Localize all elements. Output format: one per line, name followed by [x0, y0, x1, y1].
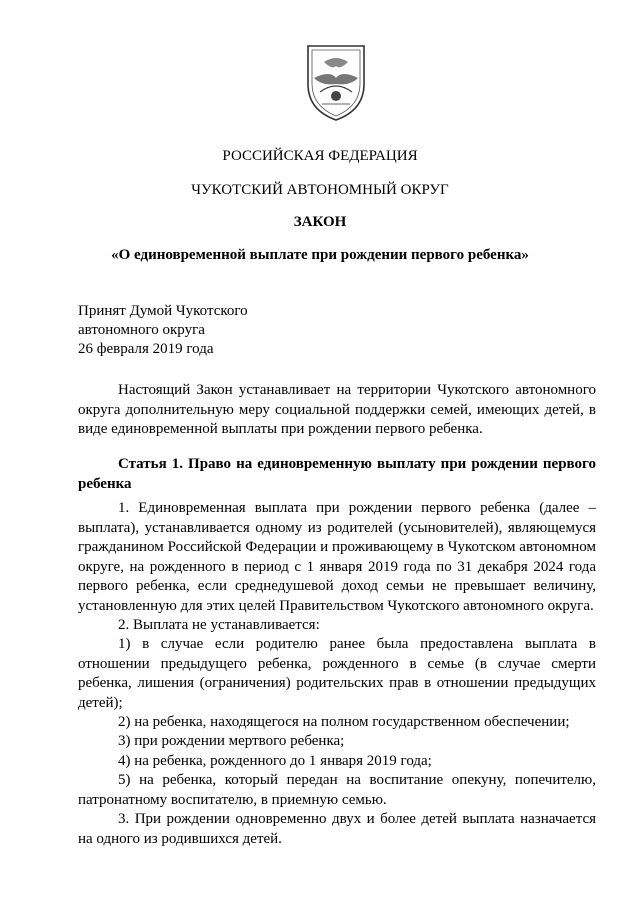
- clause-2-item-5: 5) на ребенка, который передан на воспитание опекуну, попечителю, патронатному воспитателю, в приемную семью.: [78, 772, 596, 808]
- article-1-heading: Статья 1. Право на единовременную выплату при рождении первого ребенка: [78, 456, 596, 492]
- header-region: ЧУКОТСКИЙ АВТОНОМНЫЙ ОКРУГ: [191, 182, 449, 198]
- document-title: «О единовременной выплате при рождении первого ребенка»: [111, 247, 529, 263]
- clause-2-item-4: 4) на ребенка, рожденного до 1 января 2019 года;: [118, 753, 432, 769]
- adoption-date: 26 февраля 2019 года: [78, 341, 214, 357]
- clause-2-item-2: 2) на ребенка, находящегося на полном государственном обеспечении;: [118, 714, 570, 730]
- coat-of-arms-emblem-icon: [300, 40, 372, 122]
- preamble-paragraph: Настоящий Закон устанавливает на территории Чукотского автономного округа дополнительную меру социальной поддержки семей, имеющих детей, в виде единовременной выплаты при рождении первого ребенка.: [78, 382, 596, 437]
- clause-2-item-3: 3) при рождении мертвого ребенка;: [118, 733, 345, 749]
- clause-3-paragraph: 3. При рождении одновременно двух и более детей выплата назначается на одного из родившихся детей.: [78, 811, 596, 847]
- adoption-line-2: автономного округа: [78, 322, 205, 338]
- adoption-block: [78, 302, 248, 359]
- document-type: ЗАКОН: [293, 214, 347, 230]
- adoption-line-1: Принят Думой Чукотского: [78, 303, 248, 319]
- clause-2-heading: 2. Выплата не устанавливается:: [118, 617, 320, 633]
- header-country: РОССИЙСКАЯ ФЕДЕРАЦИЯ: [222, 148, 418, 164]
- clause-1-paragraph: 1. Единовременная выплата при рождении первого ребенка (далее – выплата), устанавливается одному из родителей (усыновителей), являющемуся гражданином Российской Федерации и проживающему в Чукотском автономном округе, на рожденного в период с 1 января 2019 года по 31 декабря 2024 года первого ребенка, если среднедушевой доход семьи не превышает величину, установленную для этих целей Правительством Чукотского автономного округа.: [78, 500, 596, 614]
- clause-2-item-1: 1) в случае если родителю ранее была предоставлена выплата в отношении предыдущего ребенка, рожденного в семье (в случае смерти ребенка, лишения (ограничения) родительских прав в отношении предыдущих детей);: [78, 636, 596, 711]
